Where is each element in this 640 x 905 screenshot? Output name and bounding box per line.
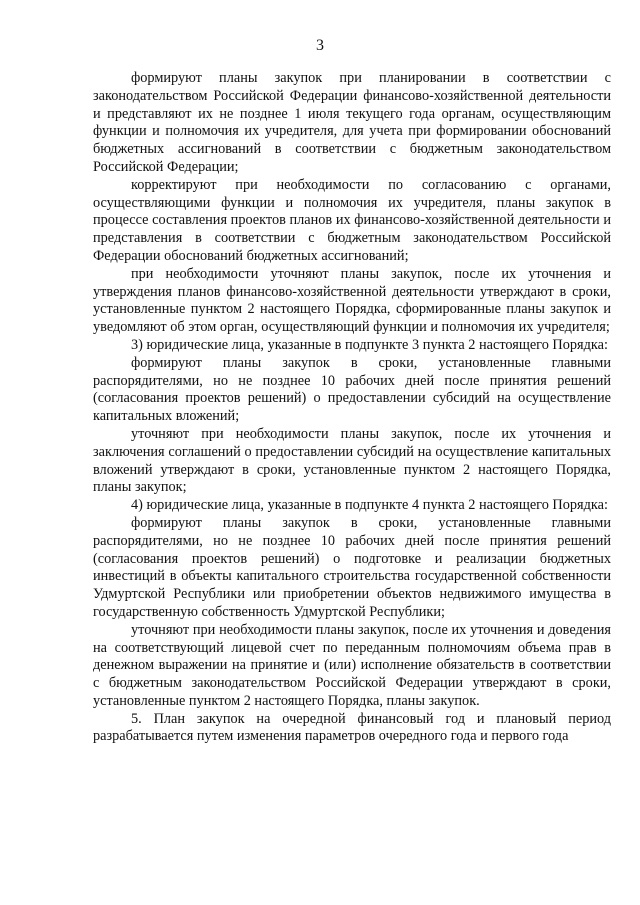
page-number: 3 <box>316 37 324 54</box>
paragraph: 3) юридические лица, указанные в подпункте 3 пункта 2 настоящего Порядка: <box>131 336 608 353</box>
paragraph: формируют планы закупок при планировании в соответствии с законодательством Российской Федерации финансово-хозяйственной деятельности и представляют их не позднее 1 июля текущего года органам, осуществляющим функции и полномочия их учредителя, для учета при формировании обоснований бюджетных ассигнований в соответствии с бюджетным законодательством Российской Федерации; <box>93 70 611 175</box>
paragraph: при необходимости уточняют планы закупок, после их уточнения и утверждения планов финансово-хозяйственной деятельности утверждают в сроки, установленные пунктом 2 настоящего Порядка, сформированные планы закупок и уведомляют об этом орган, осуществляющий функции и полномочия их учредителя; <box>93 265 611 336</box>
paragraph: формируют планы закупок в сроки, установленные главными распорядителями, но не позднее 10 рабочих дней после принятия решений (согласования проектов решений) о подготовке и реализации бюджетных инвестиций в объекты капитального строительства государственной собственности Удмуртской Республики или приобретении объектов недвижимого имущества в государственную собственность Удмуртской Республики; <box>93 514 611 620</box>
paragraph: уточняют при необходимости планы закупок, после их уточнения и доведения на соответствующий лицевой счет по переданным полномочиям объема прав в денежном выражении на принятие и (или) исполнение обязательств в соответствии с бюджетным законодательством Российской Федерации утверждают в сроки, установленные пунктом 2 настоящего Порядка, планы закупок. <box>93 621 611 709</box>
paragraph: уточняют при необходимости планы закупок, после их уточнения и заключения соглашений о предоставлении субсидий на осуществление капитальных вложений утверждают в сроки, установленные пунктом 2 настоящего Порядка, планы закупок; <box>93 425 611 496</box>
body-text <box>93 70 611 746</box>
paragraph: 4) юридические лица, указанные в подпункте 4 пункта 2 настоящего Порядка: <box>131 497 608 514</box>
paragraph: 5. План закупок на очередной финансовый год и плановый период разрабатывается путем изменения параметров очередного года и первого года <box>93 710 611 745</box>
paragraph: корректируют при необходимости по согласованию с органами, осуществляющими функции и полномочия их учредителя, планы закупок в процессе составления проектов планов их финансово-хозяйственной деятельности и представления в соответствии с бюджетным законодательством Российской Федерации обоснований бюджетных ассигнований; <box>93 176 611 264</box>
paragraph: формируют планы закупок в сроки, установленные главными распорядителями, но не позднее 10 рабочих дней после принятия решений (согласования проектов решений) о предоставлении субсидий на осуществление капитальных вложений; <box>93 354 611 425</box>
